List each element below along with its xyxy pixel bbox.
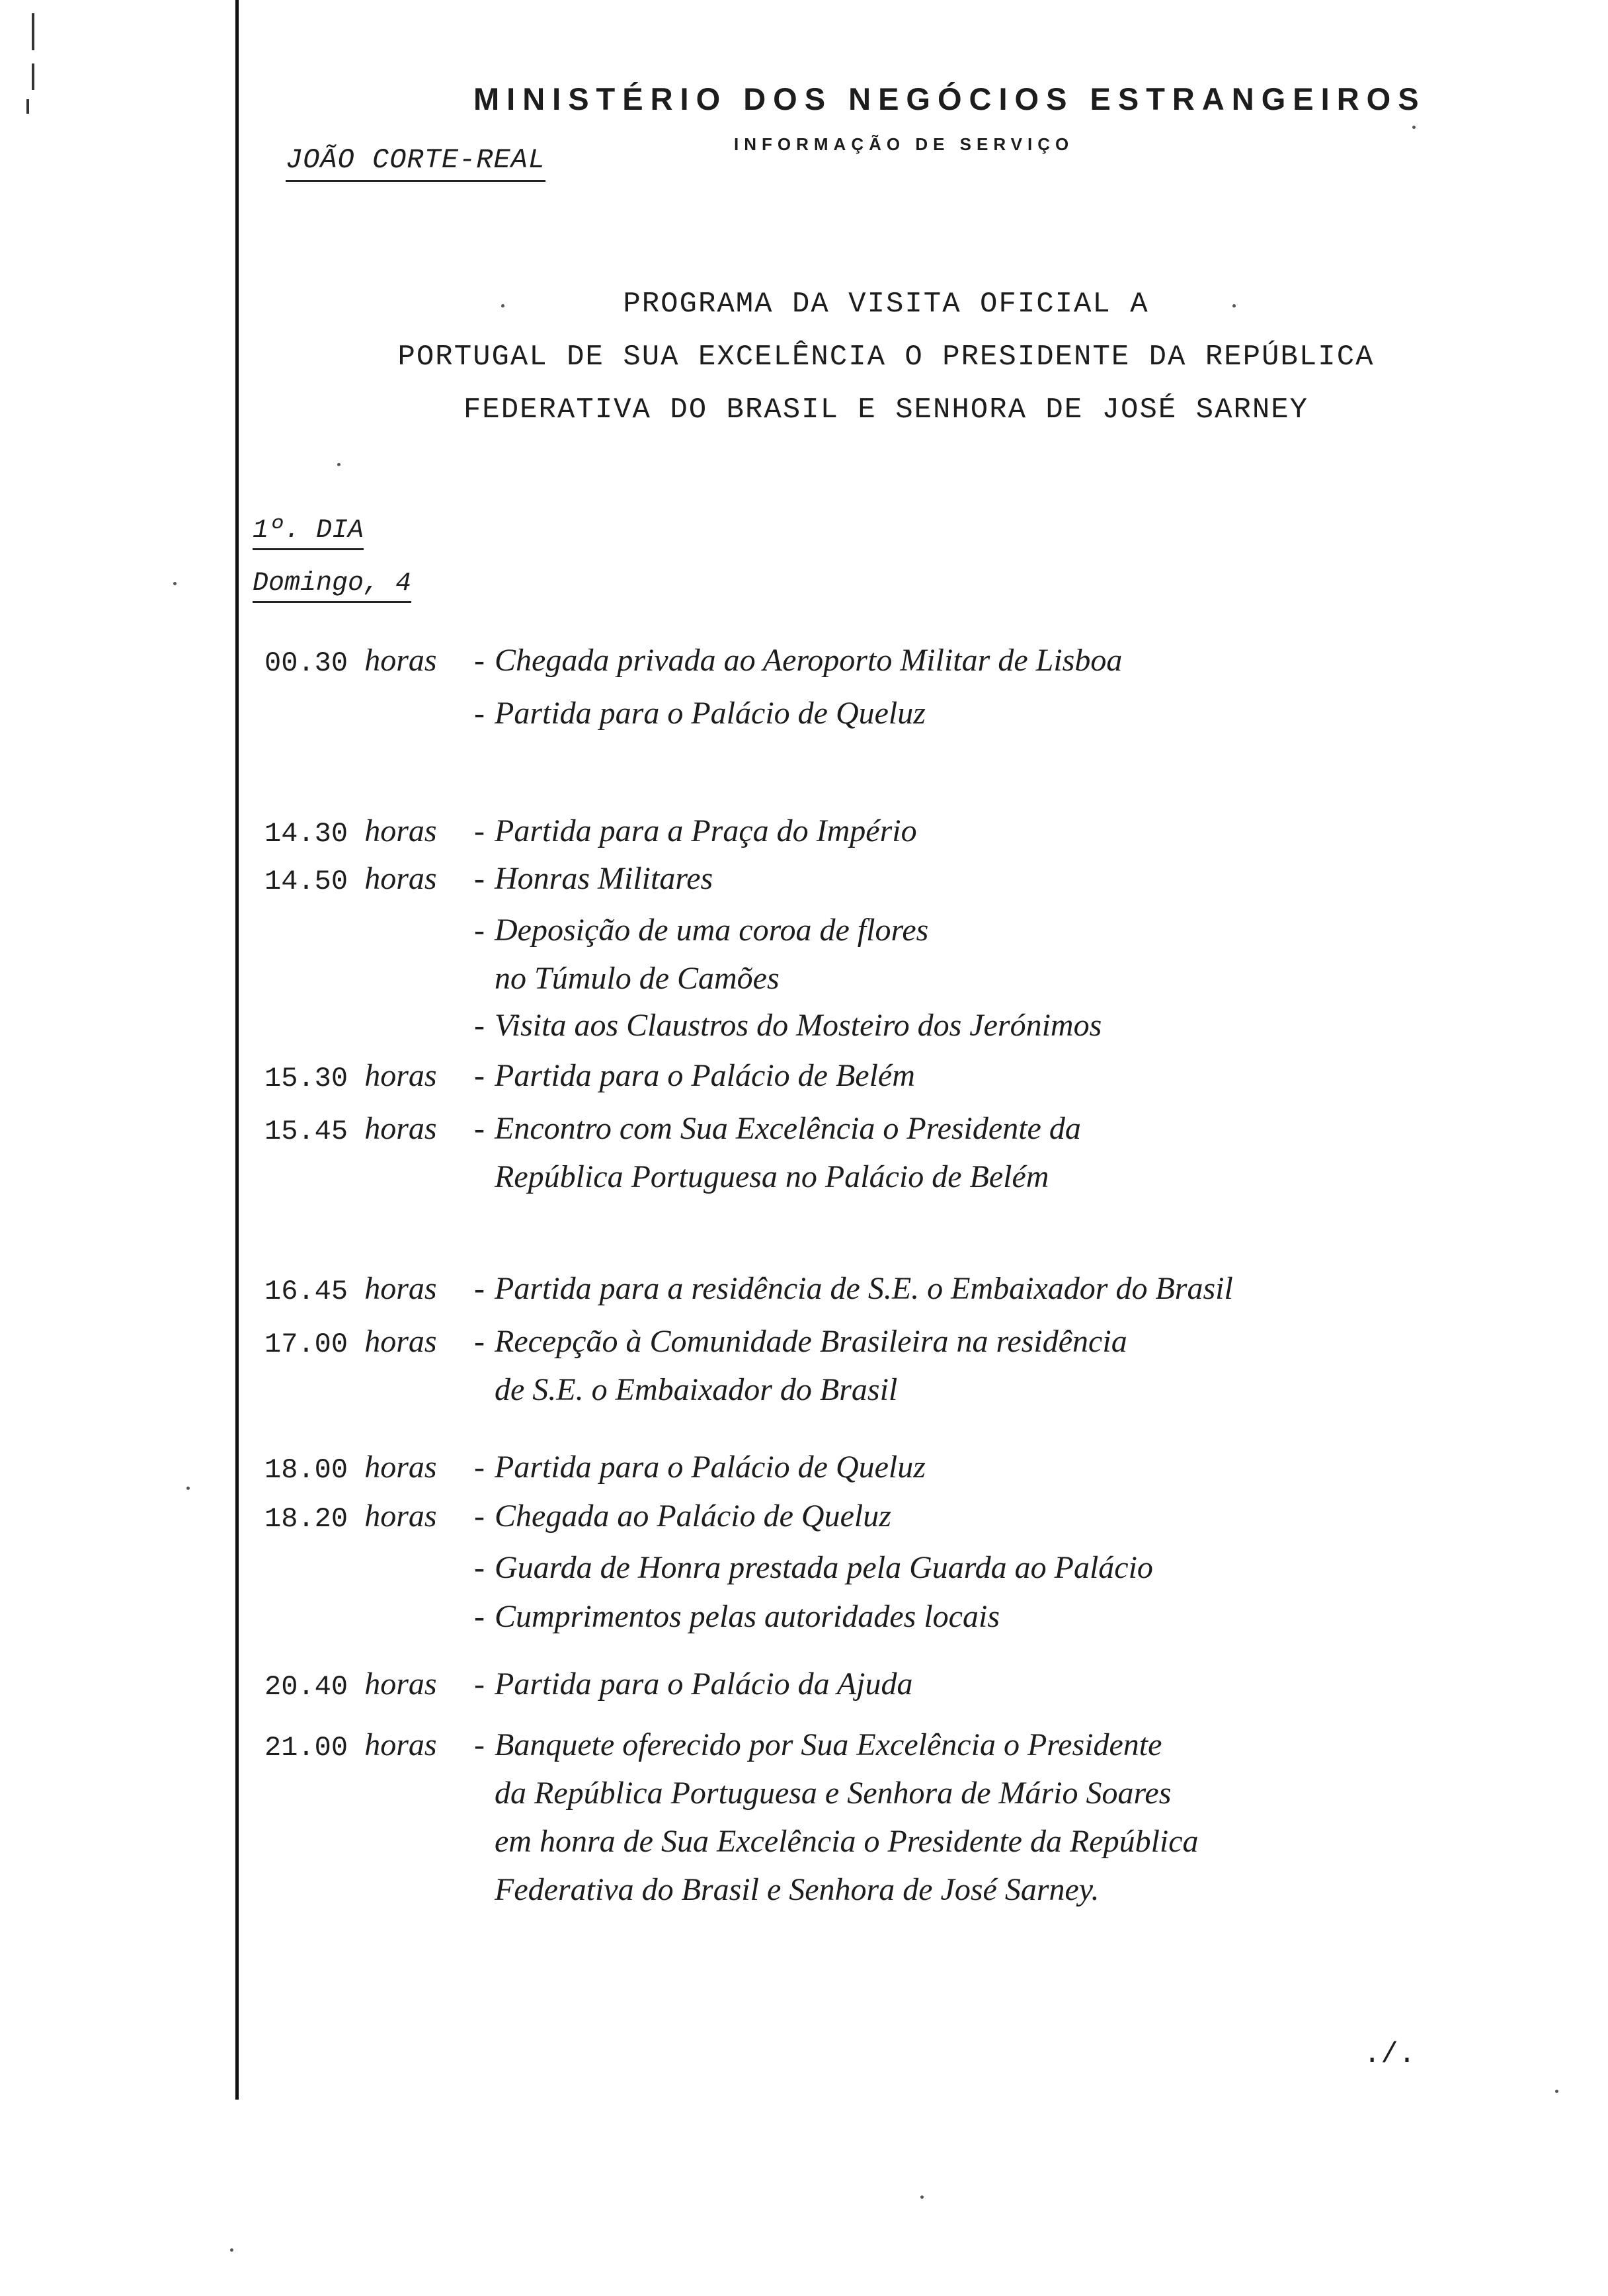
entry-description-line: República Portuguesa no Palácio de Belém <box>495 1159 1049 1194</box>
left-margin-rule <box>235 0 239 2100</box>
entry-dash: - <box>474 861 485 896</box>
entry-time-value: 18.00 <box>264 1454 348 1486</box>
entry-description-line: no Túmulo de Camões <box>495 961 780 996</box>
entry-time-unit: horas <box>364 1324 437 1359</box>
entry-description <box>495 807 1473 855</box>
document-title <box>370 278 1402 436</box>
entry-time <box>264 1104 483 1156</box>
entry-dash: - <box>474 1550 485 1585</box>
entry-description-line: Cumprimentos pelas autoridades locais <box>495 1599 1000 1634</box>
scan-speck <box>920 2195 924 2199</box>
entry-time-value: 00.30 <box>264 647 348 679</box>
entry-description-line: da República Portuguesa e Senhora de Mário Soares <box>495 1776 1172 1811</box>
entry-time-value: 20.40 <box>264 1671 348 1703</box>
entry-dash: - <box>474 1271 485 1306</box>
schedule-entry <box>264 1592 1468 1641</box>
entry-description <box>495 689 1473 737</box>
entry-description <box>495 1660 1473 1708</box>
entry-time-unit: horas <box>364 1498 437 1534</box>
entry-dash: - <box>474 1450 485 1485</box>
entry-time-unit: horas <box>364 1666 437 1702</box>
entry-time-value: 14.50 <box>264 866 348 897</box>
day-number: 1º. DIA <box>253 516 364 550</box>
entry-description <box>495 906 1473 1003</box>
schedule-entry <box>264 1660 1468 1708</box>
entry-time-unit: horas <box>364 1450 437 1485</box>
entry-time <box>264 1051 483 1103</box>
entry-dash: - <box>474 1727 485 1762</box>
author-name: JOÃO CORTE-REAL <box>286 144 545 182</box>
entry-description-line: Partida para o Palácio de Queluz <box>495 696 926 731</box>
entry-dash: - <box>474 813 485 848</box>
entry-description-line: Chegada ao Palácio de Queluz <box>495 1498 891 1534</box>
entry-time <box>264 1492 483 1543</box>
entry-time-unit: horas <box>364 813 437 848</box>
schedule-entry <box>264 854 1468 903</box>
title-line-2: PORTUGAL DE SUA EXCELÊNCIA O PRESIDENTE DA REPÚBLICA <box>397 341 1375 374</box>
page-continuation-mark: ./. <box>1363 2038 1416 2071</box>
entry-description-line: Recepção à Comunidade Brasileira na residência <box>495 1324 1127 1359</box>
title-line-1: PROGRAMA DA VISITA OFICIAL A <box>623 288 1149 321</box>
entry-time-unit: horas <box>364 1111 437 1146</box>
entry-dash: - <box>474 913 485 948</box>
entry-dash: - <box>474 1498 485 1534</box>
ministry-header: MINISTÉRIO DOS NEGÓCIOS ESTRANGEIROS <box>473 81 1426 116</box>
entry-dash: - <box>474 1008 485 1043</box>
entry-time-unit: horas <box>364 643 437 678</box>
scan-speck <box>1412 126 1416 129</box>
entry-description <box>495 854 1473 903</box>
scan-speck <box>337 463 341 466</box>
schedule-entry <box>264 636 1468 684</box>
entry-description-line: Federativa do Brasil e Senhora de José Sarney. <box>495 1872 1100 1907</box>
entry-time <box>264 1317 483 1369</box>
entry-dash: - <box>474 1111 485 1146</box>
entry-time <box>264 636 483 688</box>
entry-description <box>495 1543 1473 1592</box>
scan-artifact-mark <box>32 63 34 90</box>
schedule-entry <box>264 1443 1468 1491</box>
entry-description-line: em honra de Sua Excelência o Presidente da República <box>495 1824 1199 1859</box>
entry-description-line: Deposição de uma coroa de flores <box>495 913 929 948</box>
entry-description <box>495 1264 1473 1313</box>
entry-time-unit: horas <box>364 1271 437 1306</box>
entry-time <box>264 854 483 906</box>
entry-description-line: Partida para a residência de S.E. o Embaixador do Brasil <box>495 1271 1233 1306</box>
title-line-3: FEDERATIVA DO BRASIL E SENHORA DE JOSÉ SARNEY <box>463 393 1309 427</box>
entry-time-value: 15.45 <box>264 1116 348 1147</box>
scan-speck <box>230 2248 233 2252</box>
entry-time <box>264 1443 483 1495</box>
entry-description <box>495 636 1473 684</box>
entry-description-line: Guarda de Honra prestada pela Guarda ao Palácio <box>495 1550 1153 1585</box>
entry-dash: - <box>474 1058 485 1093</box>
entry-dash: - <box>474 1324 485 1359</box>
entry-time-value: 17.00 <box>264 1329 348 1360</box>
entry-time <box>264 1721 483 1772</box>
entry-description-line: Chegada privada ao Aeroporto Militar de Lisboa <box>495 643 1123 678</box>
schedule-entry <box>264 1264 1468 1313</box>
schedule-entry <box>264 1001 1468 1049</box>
scan-artifact-mark <box>26 99 29 114</box>
entry-description-line: Honras Militares <box>495 861 713 896</box>
scan-speck <box>186 1487 190 1490</box>
entry-description-line: Partida para o Palácio de Queluz <box>495 1450 926 1485</box>
entry-dash: - <box>474 696 485 731</box>
schedule-entry <box>264 1051 1468 1100</box>
entry-time-value: 21.00 <box>264 1732 348 1764</box>
entry-description <box>495 1317 1473 1414</box>
entry-description-line: Visita aos Claustros do Mosteiro dos Jerónimos <box>495 1008 1102 1043</box>
entry-time-value: 16.45 <box>264 1276 348 1307</box>
entry-time-unit: horas <box>364 861 437 896</box>
entry-description-line: Partida para o Palácio da Ajuda <box>495 1666 913 1702</box>
entry-time-value: 14.30 <box>264 818 348 850</box>
entry-time <box>264 1660 483 1711</box>
schedule-entry <box>264 1721 1468 1914</box>
entry-description <box>495 1721 1473 1914</box>
schedule-entry <box>264 1543 1468 1592</box>
entry-dash: - <box>474 1666 485 1702</box>
entry-time <box>264 807 483 858</box>
entry-description-line: de S.E. o Embaixador do Brasil <box>495 1372 898 1407</box>
entry-time-value: 15.30 <box>264 1063 348 1094</box>
entry-time <box>264 1264 483 1316</box>
scan-artifact-mark <box>32 13 34 50</box>
day-weekday: Domingo, 4 <box>253 569 411 603</box>
entry-dash: - <box>474 643 485 678</box>
entry-time-value: 18.20 <box>264 1503 348 1535</box>
service-subheader: INFORMAÇÃO DE SERVIÇO <box>734 134 1074 154</box>
entry-description <box>495 1592 1473 1641</box>
entry-description-line: Partida para a Praça do Império <box>495 813 917 848</box>
entry-description <box>495 1443 1473 1491</box>
entry-description <box>495 1001 1473 1049</box>
entry-time-unit: horas <box>364 1058 437 1093</box>
schedule-entry <box>264 807 1468 855</box>
scan-speck <box>173 582 177 585</box>
schedule-entry <box>264 1317 1468 1414</box>
schedule-entry <box>264 689 1468 737</box>
schedule-entry <box>264 906 1468 1003</box>
entry-description <box>495 1051 1473 1100</box>
entry-description-line: Banquete oferecido por Sua Excelência o Presidente <box>495 1727 1162 1762</box>
entry-description <box>495 1104 1473 1201</box>
scan-speck <box>1555 2090 1558 2093</box>
entry-description-line: Encontro com Sua Excelência o Presidente da <box>495 1111 1081 1146</box>
schedule-entry <box>264 1492 1468 1540</box>
entry-dash: - <box>474 1599 485 1634</box>
entry-time-unit: horas <box>364 1727 437 1762</box>
schedule-entry <box>264 1104 1468 1201</box>
entry-description <box>495 1492 1473 1540</box>
entry-description-line: Partida para o Palácio de Belém <box>495 1058 915 1093</box>
